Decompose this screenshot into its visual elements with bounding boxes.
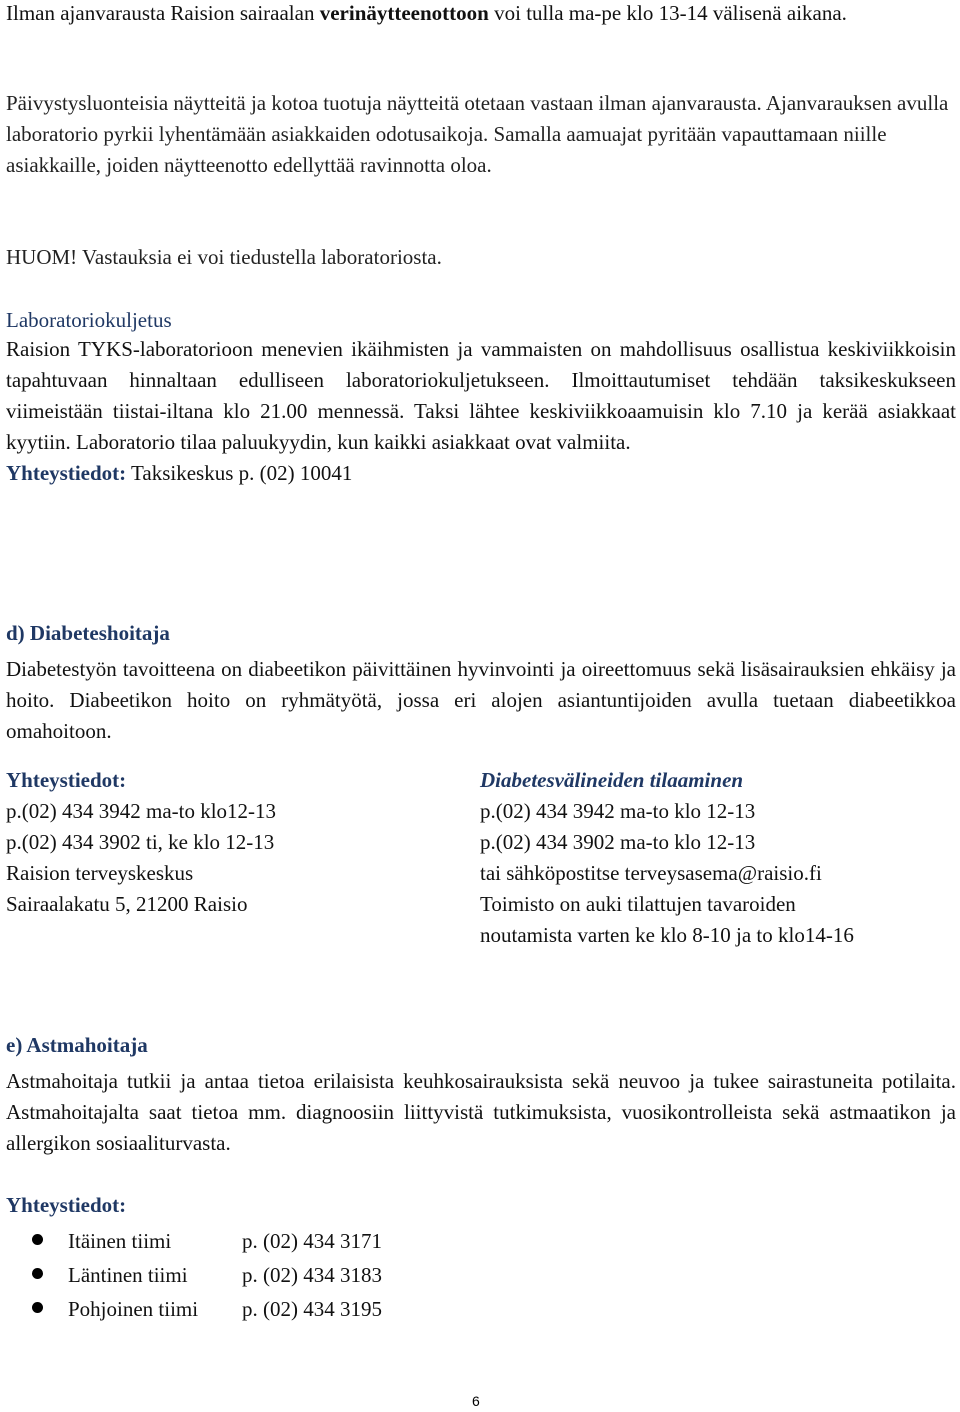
diabetes-supplies [480,765,960,951]
diabetes-heading: d) Diabeteshoitaja [6,621,170,645]
asthma-contacts-label: Yhteystiedot: [6,1193,127,1217]
diabetes-contact-line: p.(02) 434 3902 ti, ke klo 12-13 [6,830,275,854]
contact-label: Yhteystiedot: [6,461,127,485]
team-name: Itäinen tiimi [68,1229,172,1253]
intro-paragraph-2: Päivystysluonteisia näytteitä ja kotoa tuotuja näytteitä otetaan vastaan ilman ajanvarausta. Ajanvarauksen avulla laboratorio pyrkii lyhentämään asiakkaiden odotusaikoja. Samalla aamuajat pyritään vapauttamaan niille asiakkaille, joiden näytteenotto edellyttää ravinnotta oloa. [6,91,949,177]
supplies-line: tai sähköpostitse terveysasema@raisio.fi [480,861,822,885]
team-phone: p. (02) 434 3183 [242,1263,382,1287]
diabetes-contacts [6,765,426,920]
diabetes-contact-line: Sairaalakatu 5, 21200 Raisio [6,892,248,916]
supplies-line: p.(02) 434 3942 ma-to klo 12-13 [480,799,756,823]
diabetes-contact-line: p.(02) 434 3942 ma-to klo12-13 [6,799,277,823]
supplies-line: noutamista varten ke klo 8-10 ja to klo14-16 [480,923,854,947]
contact-value: Taksikeskus p. (02) 10041 [126,461,353,485]
supplies-line: Toimisto on auki tilattujen tavaroiden [480,892,796,916]
intro-text-end: voi tulla ma-pe klo 13-14 välisenä aikana. [488,1,847,25]
bullet-icon [32,1234,43,1245]
asthma-heading: e) Astmahoitaja [6,1033,148,1057]
diabetes-body: Diabetestyön tavoitteena on diabeetikon päivittäinen hyvinvointi ja oireettomuus sekä lisäsairauksien ehkäisy ja hoito. Diabeetikon hoito on ryhmätyötä, jossa eri alojen asiantuntijoiden avulla tuetaan diabeetikkoa omahoitoon. [6,657,956,743]
bullet-icon [32,1302,43,1313]
supplies-line: p.(02) 434 3902 ma-to klo 12-13 [480,830,756,854]
team-phone: p. (02) 434 3171 [242,1229,382,1253]
diabetes-contacts-label: Yhteystiedot: [6,768,127,792]
asthma-body: Astmahoitaja tutkii ja antaa tietoa erilaisista keuhkosairauksista sekä neuvoo ja tukee sairastuneita potilaita. Astmahoitajalta saat tietoa mm. diagnoosiin liittyvistä tutkimuksista, vuosikontrolleista sekä astmaatikon ja allergikon sosiaaliturvasta. [6,1069,956,1155]
team-name: Pohjoinen tiimi [68,1297,199,1321]
lab-transport-contact [6,458,956,489]
huom-note: HUOM! Vastauksia ei voi tiedustella laboratoriosta. [6,245,442,269]
list-item [32,1292,382,1326]
asthma-team-list [32,1224,382,1326]
lab-transport-body: Raision TYKS-laboratorioon menevien ikäihmisten ja vammaisten on mahdollisuus osallistua keskiviikkoisin tapahtuvaan hinnaltaan edulliseen laboratoriokuljetukseen. Ilmoittautumiset tehdään taksikeskukseen viimeistään tiistai-iltana klo 21.00 mennessä. Taksi lähtee keskiviikkoaamuisin klo 7.10 ja kerää asiakkaat kyytiin. Laboratorio tilaa paluukyydin, kun kaikki asiakkaat ovat valmiita. [6,337,956,454]
bullet-icon [32,1268,43,1279]
lab-transport-section [6,334,956,489]
intro-paragraph-1 [6,0,946,29]
team-phone: p. (02) 434 3195 [242,1297,382,1321]
diabetes-contact-line: Raision terveyskeskus [6,861,194,885]
team-name: Läntinen tiimi [68,1263,188,1287]
diabetes-supplies-label: Diabetesvälineiden tilaaminen [480,768,744,792]
intro-text: Ilman ajanvarausta Raision sairaalan [6,1,320,25]
lab-transport-heading: Laboratoriokuljetus [6,308,172,332]
intro-bold-term: verinäytteenottoon [319,1,489,25]
list-item [32,1258,382,1292]
list-item [32,1224,382,1258]
page-number: 6 [472,1393,480,1409]
